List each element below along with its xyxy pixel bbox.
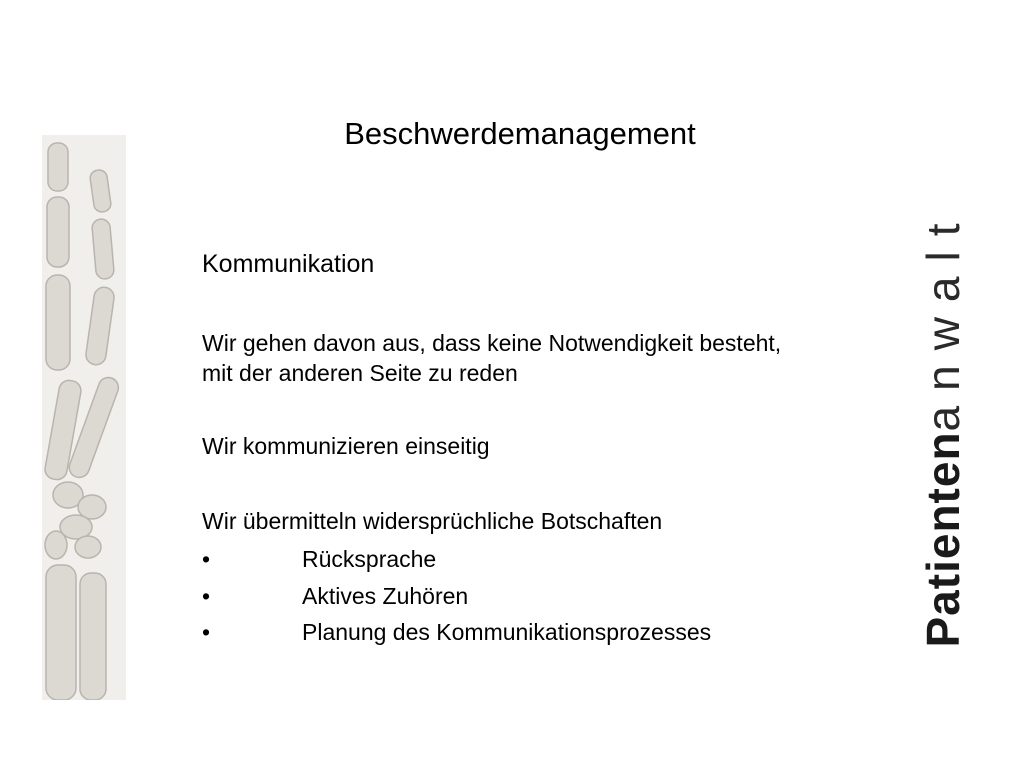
bullet-marker: • <box>202 619 211 645</box>
paragraph-1: Wir gehen davon aus, dass keine Notwendigkeit besteht, mit der anderen Seite zu reden <box>202 330 782 386</box>
paragraph-3: Wir übermitteln widersprüchliche Botschaften <box>202 508 663 534</box>
list-item <box>202 541 711 578</box>
logo-bold-text: Patienten <box>917 430 969 648</box>
bullet-list <box>202 541 711 651</box>
list-item <box>202 614 711 651</box>
section-heading: Kommunikation <box>202 250 375 278</box>
logo-light-text: anwalt <box>917 207 969 431</box>
skeletal-hand-image <box>42 135 126 700</box>
bullet-marker: • <box>202 582 211 609</box>
bullet-text: Rücksprache <box>302 546 437 572</box>
bullet-text: Aktives Zuhören <box>302 582 469 609</box>
bullet-marker: • <box>202 546 211 572</box>
paragraph-2: Wir kommunizieren einseitig <box>202 433 490 459</box>
list-item <box>202 578 711 615</box>
logo-text <box>918 208 968 647</box>
bullet-text: Planung des Kommunikationsprozesses <box>302 619 712 645</box>
slide-title: Beschwerdemanagement <box>344 116 696 151</box>
patientenanwalt-logo <box>915 165 971 690</box>
